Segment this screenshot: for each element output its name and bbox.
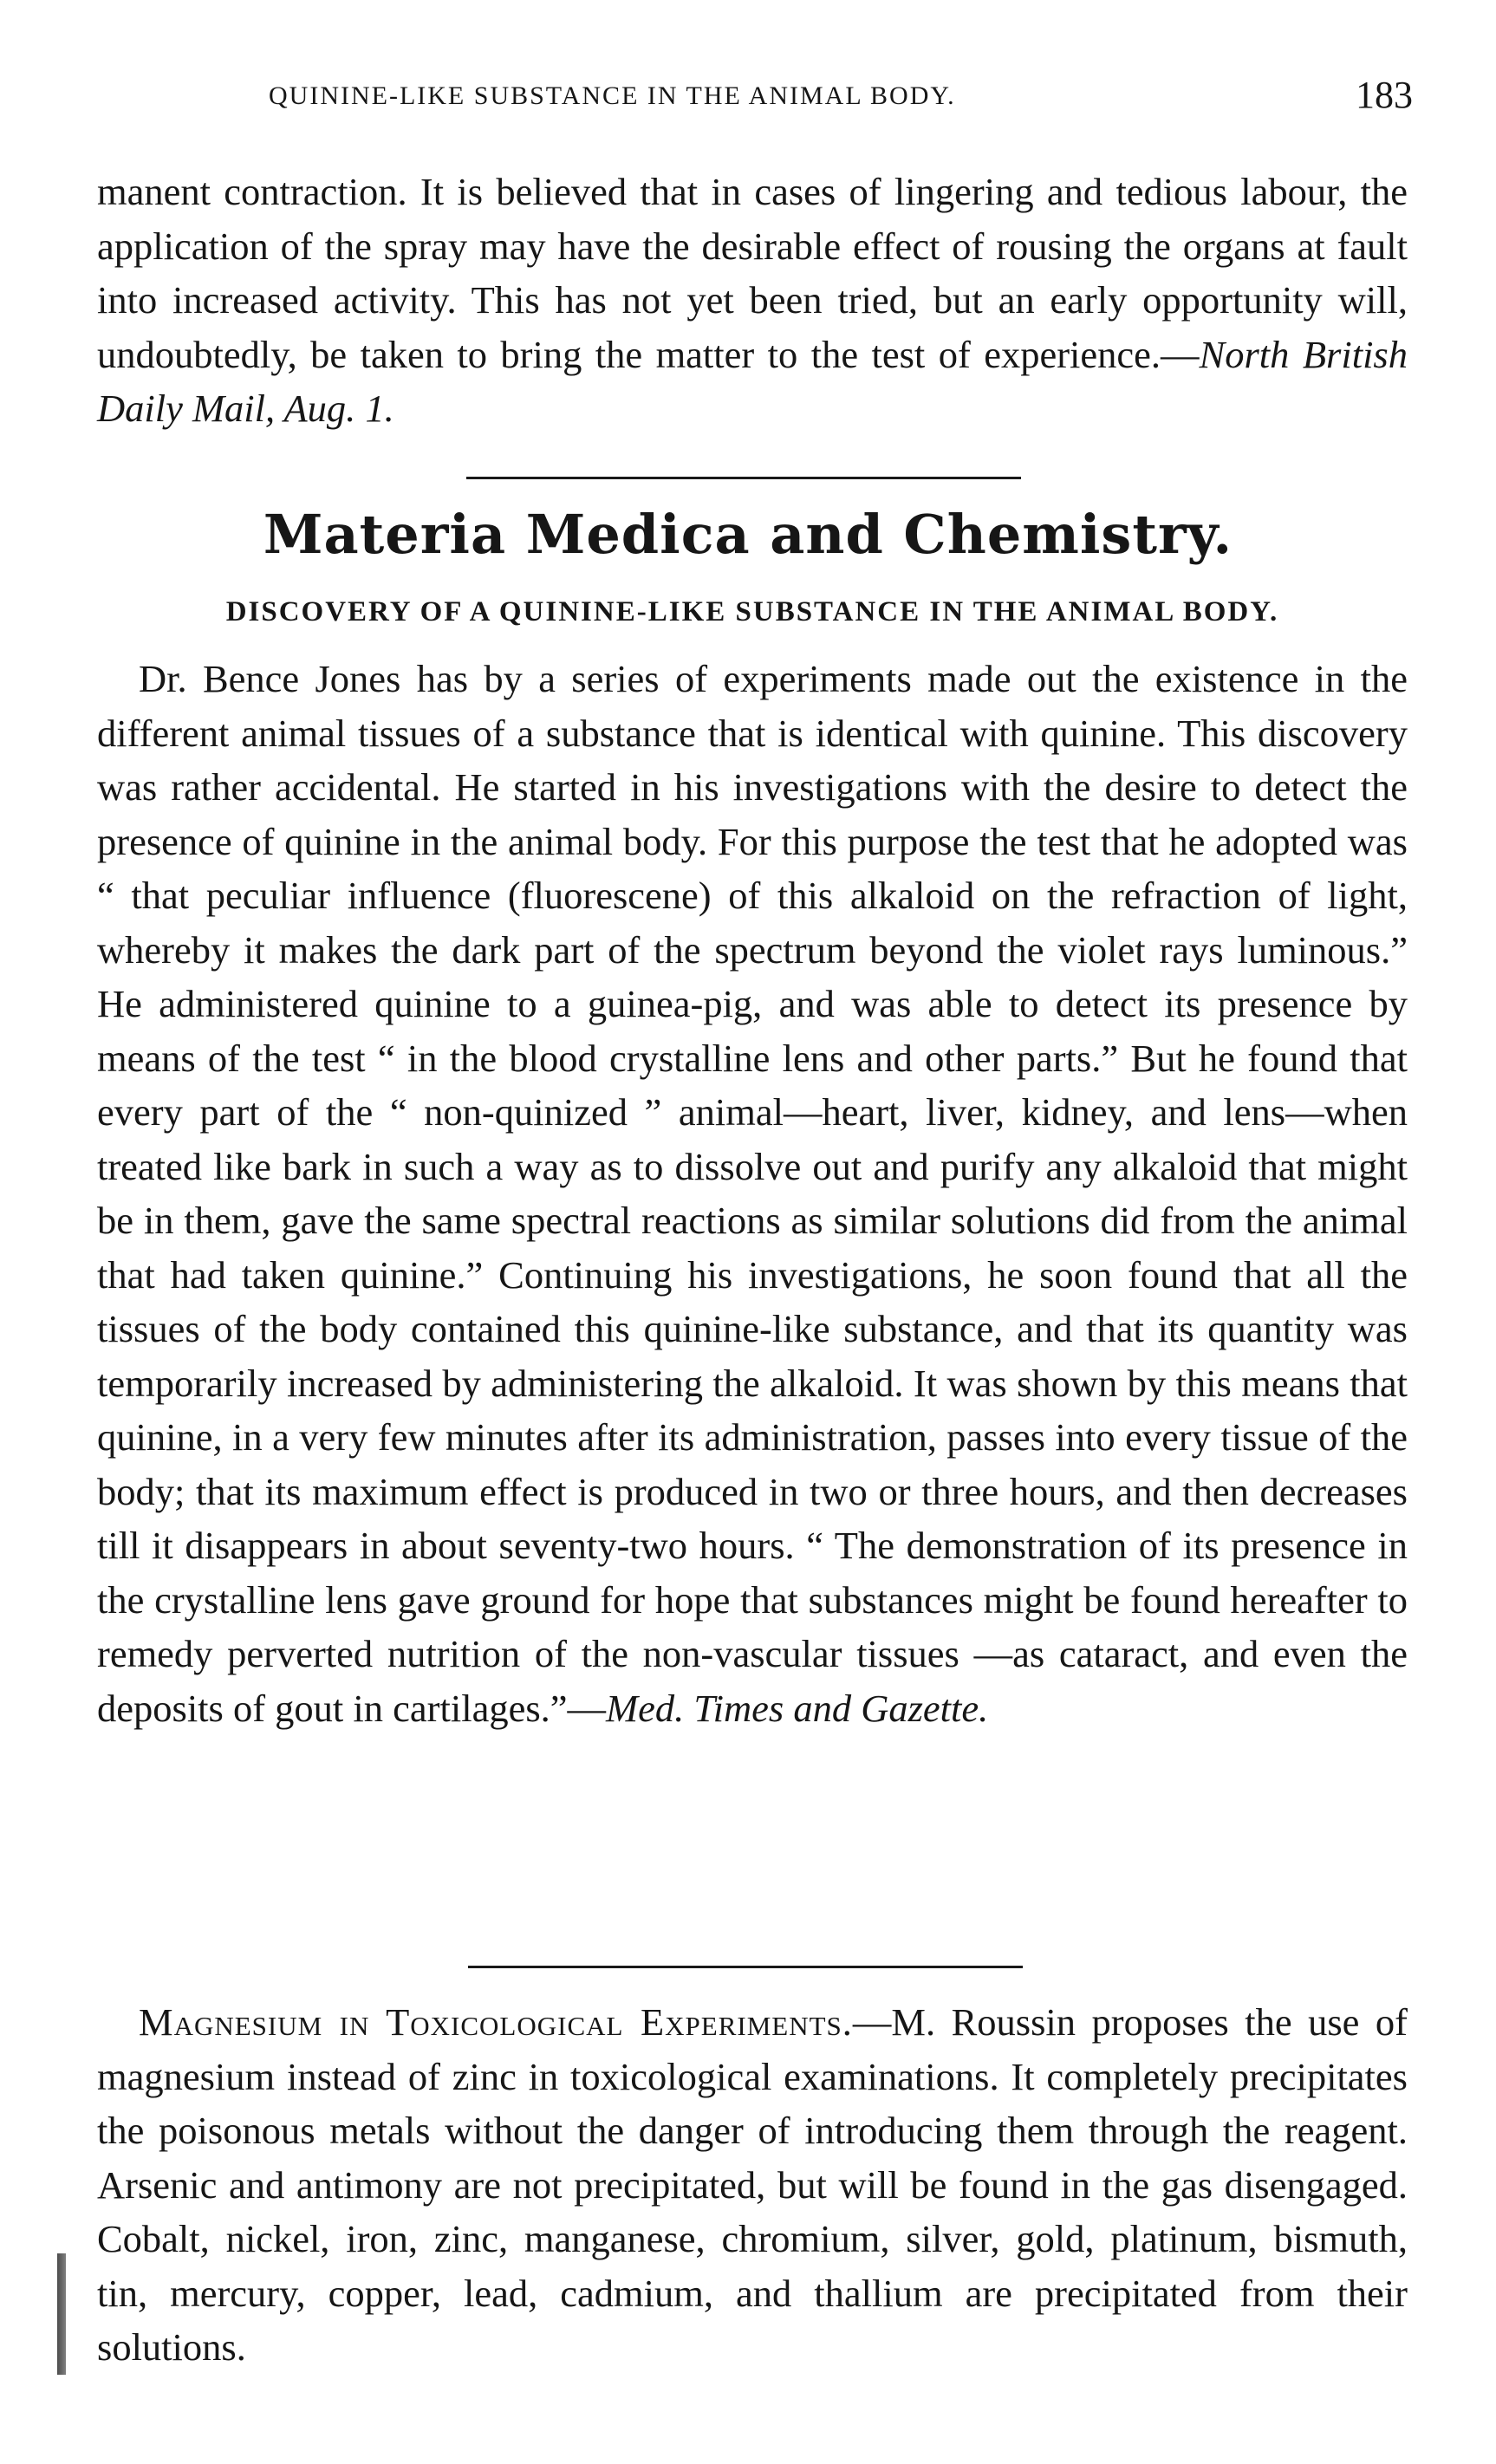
page-number: 183 [1356,74,1413,116]
section-divider [466,477,1021,479]
article-body-magnesium: —M. Roussin proposes the use of magnesium instead of zinc in toxicological examinations. It completely precipitates the poisonous metals without the danger of introducing them through the reagent. Arsenic and antimony are not precipitated, but will be found in the gas disengaged. Cobalt, nickel, iron, zinc, manganese, chromium, silver, gold, platinum, bismuth, tin, mercury, copper, lead, cadmium, and thallium are precipitated from their solutions. [97,2000,1408,2369]
opening-paragraph [97,165,1408,436]
opening-paragraph-text: manent contraction. It is believed that in cases of lingering and tedious labour, the application of the spray may have the desirable effect of rousing the organs at fault into increased activity. This has not yet been tried, but an early opportunity will, undoubtedly, be taken to bring the matter to the test of experience.— [97,170,1408,376]
article-title-quinine: DISCOVERY OF A QUININE-LIKE SUBSTANCE IN THE ANIMAL BODY. [225,596,1279,627]
article-divider [468,1966,1023,1968]
opening-paragraph-source: North British Daily Mail, Aug. 1. [97,332,1408,430]
section-heading: Materia Medica and Chemistry. [263,503,1233,566]
article-body-quinine-text: Dr. Bence Jones has by a series of experiments made out the existence in the different animal tissues of a substance that is identical with quinine. This discovery was rather accidental. He started in his investigations with the desire to detect the presence of quinine in the animal body. For this purpose the test that he adopted was “ that peculiar influence (fluorescene) of this alkaloid on the refraction of light, whereby it makes the dark part of the spectrum beyond the violet rays luminous.” He administered quinine to a guinea-pig, and was able to detect its presence by means of the test “ in the blood crystalline lens and other parts.” But he found that every part of the “ non-quinized ” animal—heart, liver, kidney, and lens—when treated like bark in such a way as to dissolve out and purify any alkaloid that might be in them, gave the same spectral reactions as similar solutions did from the animal that had taken quinine.” Continuing his investigations, he soon found that all the tissues of the body contained this quinine-like substance, and that its quantity was temporarily increased by administering the alkaloid. It was shown by this means that quinine, in a very few minutes after its administration, passes into every tissue of the body; that its maximum effect is produced in two or three hours, and then decreases till it disappears in about seventy-two hours. “ The demonstration of its presence in the crystalline lens gave ground for hope that substances might be found hereafter to remedy perverted nutrition of the non-vascular tissues —as cataract, and even the deposits of gout in cartilages.”— [97,657,1408,1730]
article-source-quinine: Med. Times and Gazette. [606,1686,989,1730]
running-title: QUININE-LIKE SUBSTANCE IN THE ANIMAL BODY. [269,81,956,110]
article-magnesium [97,1995,1408,2375]
binding-edge-shadow [57,2253,66,2375]
article-title-magnesium: Magnesium in Toxicological Experiments. [139,2000,853,2044]
running-head [95,73,1413,125]
article-body-quinine [97,652,1408,1735]
